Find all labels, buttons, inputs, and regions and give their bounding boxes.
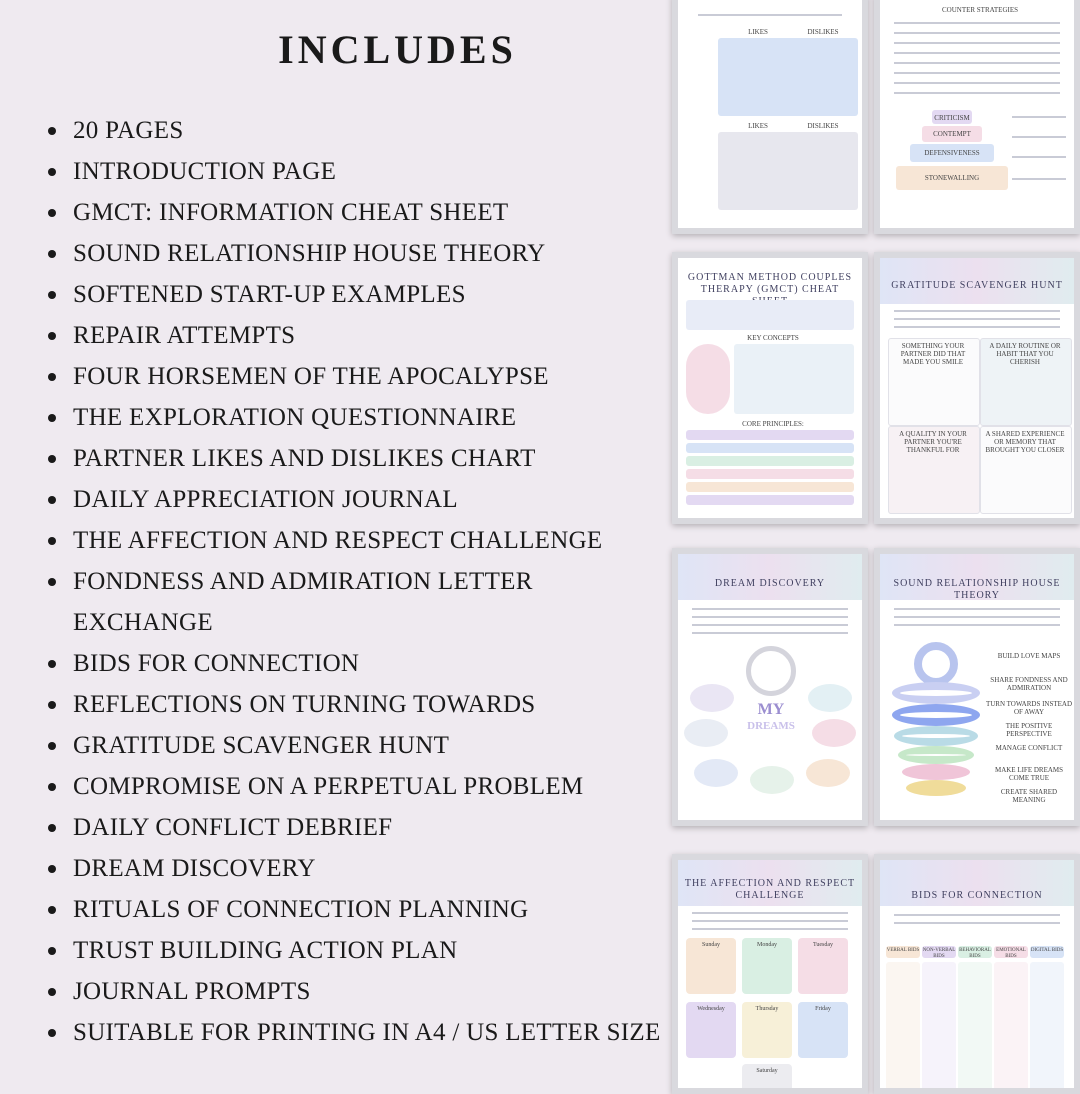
dreams-label: DREAMS [747,720,795,732]
text-line [894,22,1060,24]
list-item: REFLECTIONS ON TURNING TOWARDS [48,684,668,725]
list-item: FONDNESS AND ADMIRATION LETTER EXCHANGE [48,561,668,643]
bid-column [922,962,956,1092]
house-level-label: SHARE FONDNESS AND ADMIRATION [990,676,1068,692]
list-item: REPAIR ATTEMPTS [48,315,668,356]
text-line [692,928,848,930]
horseman-label: CONTEMPT [933,130,971,138]
preview-title: BIDS FOR CONNECTION [911,890,1043,901]
bid-column [886,962,920,1092]
likes-header: LIKES [748,28,768,36]
bid-column-label: BEHAVIORAL BIDS [959,948,991,959]
list-item: RITUALS OF CONNECTION PLANNING [48,889,668,930]
text-line [692,632,848,634]
hunt-prompt: A DAILY ROUTINE OR HABIT THAT YOU CHERISH [989,342,1061,366]
principle-row [686,443,854,453]
text-line [894,310,1060,312]
house-level-label: MAKE LIFE DREAMS COME TRUE [994,766,1064,782]
list-item: SUITABLE FOR PRINTING IN A4 / US LETTER SIZE [48,1012,668,1053]
principle-row [686,482,854,492]
dislikes-header: DISLIKES [807,28,839,36]
likes-header: LIKES [748,122,768,130]
text-line [894,624,1060,626]
preview-title: GOTTMAN METHOD COUPLES THERAPY (GMCT) CHEAT [687,272,853,295]
my-label: MY [757,701,785,718]
list-item: THE AFFECTION AND RESPECT CHALLENGE [48,520,668,561]
concept-bubble [686,344,730,414]
text-line [692,608,848,610]
text-line [1012,156,1066,158]
bid-column-label: EMOTIONAL BIDS [996,948,1026,959]
preview-four-horsemen [874,0,1080,234]
text-line [692,920,848,922]
likes-grid [718,38,858,116]
day-card: Saturday [742,1064,792,1094]
preview-dream-discovery [672,548,868,826]
stack-ring [894,726,978,746]
text-line [894,32,1060,34]
text-line [894,326,1060,328]
section-heading: COUNTER STRATEGIES [941,6,1019,14]
likes-grid [718,132,858,210]
house-level-label: BUILD LOVE MAPS [997,652,1061,660]
cloud-icon [694,759,738,787]
text-line [894,72,1060,74]
preview-gratitude-hunt [874,252,1080,524]
cloud-icon [684,719,728,747]
text-line [692,912,848,914]
preview-title: DREAM DISCOVERY [714,578,826,589]
preview-gmct-cheat-sheet [672,252,868,524]
house-icon [914,642,958,686]
preview-bids-connection [874,854,1080,1094]
text-line [692,616,848,618]
list-item: DAILY CONFLICT DEBRIEF [48,807,668,848]
list-item: BIDS FOR CONNECTION [48,643,668,684]
principle-row [686,430,854,440]
stack-ring [892,704,980,726]
text-line [894,318,1060,320]
bid-column [994,962,1028,1092]
list-item: GRATITUDE SCAVENGER HUNT [48,725,668,766]
principle-row [686,469,854,479]
text-line [692,624,848,626]
preview-title: SOUND RELATIONSHIP HOUSE THEORY [893,578,1061,601]
concept-box [734,344,854,414]
core-principles-heading: CORE PRINCIPLES: [742,420,804,428]
list-item: FOUR HORSEMEN OF THE APOCALYPSE [48,356,668,397]
key-concepts-heading: KEY CONCEPTS [747,334,799,342]
text-line [698,14,842,16]
cloud-icon [808,684,852,712]
text-line [1012,178,1066,180]
horseman-label: DEFENSIVENESS [924,149,980,157]
preview-title: GRATITUDE SCAVENGER HUNT [891,280,1063,291]
text-line [894,608,1060,610]
list-item: 20 PAGES [48,110,668,151]
stack-ring [902,764,970,780]
bid-column-label: VERBAL BIDS [886,948,920,953]
includes-heading: INCLUDES [278,27,517,72]
house-level-label: TURN TOWARDS INSTEAD OF AWAY [985,700,1073,716]
list-item: DAILY APPRECIATION JOURNAL [48,479,668,520]
list-item: JOURNAL PROMPTS [48,971,668,1012]
day-card: Wednesday [686,1002,736,1058]
list-item: GMCT: INFORMATION CHEAT SHEET [48,192,668,233]
header-band [678,554,862,600]
cloud-icon [806,759,850,787]
bid-column-label: DIGITAL BIDS [1030,948,1064,953]
list-item: SOUND RELATIONSHIP HOUSE THEORY [48,233,668,274]
day-card: Sunday [686,938,736,994]
info-box [686,300,854,330]
cloud-icon [750,766,794,794]
principle-row [686,456,854,466]
text-line [894,52,1060,54]
list-item: COMPROMISE ON A PERPETUAL PROBLEM [48,766,668,807]
preview-sound-house [874,548,1080,826]
text-line [894,62,1060,64]
cloud-icon [812,719,856,747]
list-item: THE EXPLORATION QUESTIONNAIRE [48,397,668,438]
house-level-label: THE POSITIVE PERSPECTIVE [1005,722,1053,738]
stack-ring [898,746,974,764]
preview-likes-dislikes [672,0,868,234]
hunt-prompt: SOMETHING YOUR PARTNER DID THAT MADE YOU SMILE [900,342,966,366]
house-level-label: CREATE SHARED MEANING [1000,788,1058,804]
stack-ring [892,682,980,704]
hunt-prompt: A SHARED EXPERIENCE OR MEMORY THAT BROUGHT YOU CLOSER [985,430,1065,454]
hunt-prompt: A QUALITY IN YOUR PARTNER YOU'RE THANKFUL FOR [899,430,967,454]
day-card: Thursday [742,1002,792,1058]
list-item: SOFTENED START-UP EXAMPLES [48,274,668,315]
features-list [48,110,668,1053]
preview-title: THE AFFECTION AND RESPECT CHALLENGE [684,878,856,901]
house-level-label: MANAGE CONFLICT [995,744,1063,752]
bid-column-label: NON-VERBAL BIDS [922,948,956,959]
cloud-icon [690,684,734,712]
text-line [1012,116,1066,118]
principle-row [686,495,854,505]
text-line [894,914,1060,916]
day-card: Monday [742,938,792,994]
text-line [894,616,1060,618]
text-line [1012,136,1066,138]
stack-ring [906,780,966,796]
text-line [894,922,1060,924]
horseman-label: CRITICISM [934,114,970,122]
day-card: Friday [798,1002,848,1058]
list-item: PARTNER LIKES AND DISLIKES CHART [48,438,668,479]
list-item: INTRODUCTION PAGE [48,151,668,192]
text-line [894,82,1060,84]
day-card: Tuesday [798,938,848,994]
list-item: DREAM DISCOVERY [48,848,668,889]
text-line [894,42,1060,44]
dislikes-header: DISLIKES [807,122,839,130]
list-item: TRUST BUILDING ACTION PLAN [48,930,668,971]
bid-column [958,962,992,1092]
preview-affection-challenge [672,854,868,1094]
bid-column [1030,962,1064,1092]
horseman-label: STONEWALLING [924,174,980,182]
target-icon [746,646,796,696]
text-line [894,92,1060,94]
